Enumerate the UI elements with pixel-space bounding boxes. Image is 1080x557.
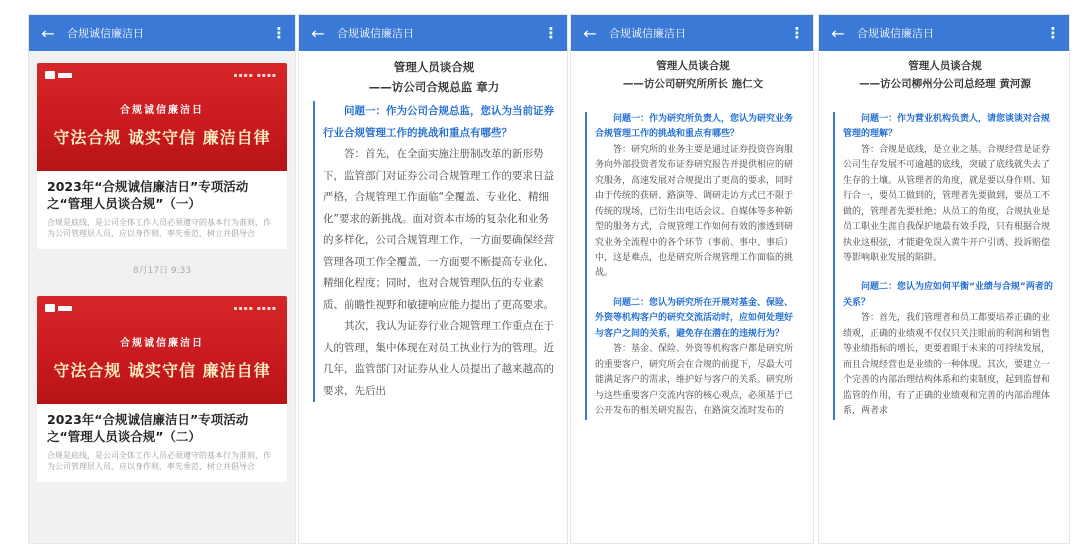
article-feed xyxy=(29,51,295,504)
article-heading-line1: 管理人员谈合规 xyxy=(908,60,982,72)
question-text: 问题一：作为营业机构负责人，请您谈谈对合规管理的理解？ xyxy=(843,113,1051,140)
article-screen-research-head xyxy=(570,14,814,544)
message-timestamp: 8月17日 9:33 xyxy=(132,266,192,277)
app-bar xyxy=(29,15,295,51)
back-arrow-icon[interactable]: ← xyxy=(311,23,325,43)
question-text: 问题二：您认为研究所在开展对基金、保险、外资等机构客户的研究交流活动时，应如何处理好与客户之间的关系，避免存在潜在的违规行为？ xyxy=(595,297,794,339)
article-heading-line2: ——访公司合规总监 章力 xyxy=(368,80,500,95)
app-bar xyxy=(299,15,567,51)
answer-text: 答：研究所的业务主要是通过证券投资咨询服务向外部投资者发布证券研究报告并提供相应的研究服务，高速发展对合规提出了更高的要求，同时由于传统的获研、路演等、调研走访方式已不限于传统的现场，已衍生出电话会议、自媒体等多种新型的服务方式，合规管理工作如何有效的渗透到研究业务全流程中的各个环节（事前、事中、事后）中，这是难点，也是研究所合规管理工作面临的挑战。 xyxy=(595,144,794,279)
question-text: 问题一：作为研究所负责人，您认为研究业务合规管理工作的挑战和重点有哪些？ xyxy=(595,113,794,140)
article-heading-line2: ——访公司柳州分公司总经理 黄河源 xyxy=(859,78,1031,91)
article-summary: 合规是底线，是公司全体工作人员必须遵守的基本行为准则，作为公司管理层人员，应以身作则、率先垂范、树立并倡导合 xyxy=(47,217,271,238)
answer-text: 答：首先，在全面实施注册制改革的新形势下，监管部门对证券公司合规管理工作的要求日益严格，合规管理工作面临“全覆盖、专业化、精细化”要求的新挑战。面对资本市场的复杂化和业务的多样化，公司合规管理工作，一方面要确保经营管理各项工作全覆盖，一方面要不断提高专业化、精细化程度；同时，也对合规管理队伍的专业素质、前瞻性视野和敏捷响应能力提出了更高要求。 xyxy=(323,148,554,311)
article-banner xyxy=(37,296,287,404)
app-bar-title: 合规诚信廉洁日 xyxy=(857,27,934,40)
article-body xyxy=(585,112,801,420)
app-bar-title: 合规诚信廉洁日 xyxy=(67,27,144,40)
article-card[interactable] xyxy=(37,63,287,249)
article-content xyxy=(571,51,813,420)
article-screen-compliance-director xyxy=(298,14,568,544)
more-vert-icon[interactable]: ⋮ xyxy=(1045,24,1061,42)
article-card[interactable] xyxy=(37,296,287,482)
question-text: 问题一：作为公司合规总监，您认为当前证券行业合规管理工作的挑战和重点有哪些？ xyxy=(323,105,554,139)
article-screen-branch-manager xyxy=(818,14,1070,544)
banner-slogan: 守法合规 诚实守信 廉洁自律 xyxy=(53,128,271,147)
article-heading xyxy=(833,57,1057,94)
more-vert-icon[interactable]: ⋮ xyxy=(271,24,287,42)
app-bar xyxy=(819,15,1069,51)
article-heading-line2: ——访公司研究所所长 施仁文 xyxy=(622,78,764,91)
article-heading xyxy=(585,57,801,94)
article-body xyxy=(313,101,555,402)
article-heading-line1: 管理人员谈合规 xyxy=(656,60,730,72)
article-heading xyxy=(313,57,555,97)
company-logo xyxy=(45,304,72,312)
back-arrow-icon[interactable]: ← xyxy=(41,23,55,43)
answer-text: 答：基金、保险、外资等机构客户都是研究所的重要客户，研究所会在合规的前提下，尽最大可能满足客户的需求，维护好与客户的关系。研究所与这些重要客户交流内容的核心观点，必须基于已公开发布的相关研究报告，在路演交流时发布的 xyxy=(595,344,794,417)
answer-text: 答：首先，我们管理者和员工都要培养正确的业绩观，正确的业绩观不仅仅只关注眼前的利润和销售等业绩指标的增长，更要着眼于未来的可持续发展，而且合规经营也是业绩的一种体现。其次，要建立一个完善的内部治理结构体系和约束制度，起到监督和监管的作用，有了正确的业绩观和完善的内部治理体系，两者求 xyxy=(843,313,1051,417)
banner-dots: ▪▪▪▪ ▪▪▪▪ xyxy=(233,72,277,79)
more-vert-icon[interactable]: ⋮ xyxy=(789,24,805,42)
banner-subtitle: 合规诚信廉洁日 xyxy=(120,105,204,116)
company-logo xyxy=(45,71,72,79)
article-heading-line1: 管理人员谈合规 xyxy=(393,60,475,74)
banner-slogan: 守法合规 诚实守信 廉洁自律 xyxy=(53,361,271,381)
app-bar xyxy=(571,15,813,51)
feed-screen xyxy=(28,14,296,544)
answer-text: 答：合规是底线，是立业之基。合规经营是证券公司生存发展不可逾越的底线，突破了底线就失去了生存的土壤。从管理者的角度，就是要以身作则、知行合一，要员工做到的，管理者先要做到，要员工不做的，管理者先要杜绝；从员工的角度，合规执业是员工职业生涯自我保护地最有效手段，只有根据合规执业这根弦，才能避免误入黄牛开户引诱、投诉赔偿等影响职业发展的陷阱。 xyxy=(843,144,1051,263)
back-arrow-icon[interactable]: ← xyxy=(831,23,845,43)
article-content xyxy=(819,51,1069,420)
article-banner xyxy=(37,63,287,171)
more-vert-icon[interactable]: ⋮ xyxy=(543,24,559,42)
app-bar-title: 合规诚信廉洁日 xyxy=(609,27,686,40)
banner-subtitle: 合规诚信廉洁日 xyxy=(120,338,204,350)
question-text: 问题二：您认为应如何平衡“业绩与合规”两者的关系？ xyxy=(843,282,1053,308)
article-title: 2023年“合规诚信廉洁日”专项活动之“管理人员谈合规”（一） xyxy=(47,179,249,211)
article-summary: 合规是底线，是公司全体工作人员必须遵守的基本行为准则，作为公司管理层人员，应以身作则、率先垂范、树立并倡导合 xyxy=(47,450,271,472)
app-bar-title: 合规诚信廉洁日 xyxy=(337,27,414,40)
article-title: 2023年“合规诚信廉洁日”专项活动之“管理人员谈合规”（二） xyxy=(47,412,249,444)
article-content xyxy=(299,51,567,402)
answer-text: 其次，我认为证券行业合规管理工作重点在于人的管理，集中体现在对员工执业行为的管理。近几年，监管部门对证券从业人员提出了越来越高的要求，先后出 xyxy=(323,320,554,397)
article-body xyxy=(833,112,1057,420)
back-arrow-icon[interactable]: ← xyxy=(583,23,597,43)
banner-dots: ▪▪▪▪ ▪▪▪▪ xyxy=(233,305,277,313)
